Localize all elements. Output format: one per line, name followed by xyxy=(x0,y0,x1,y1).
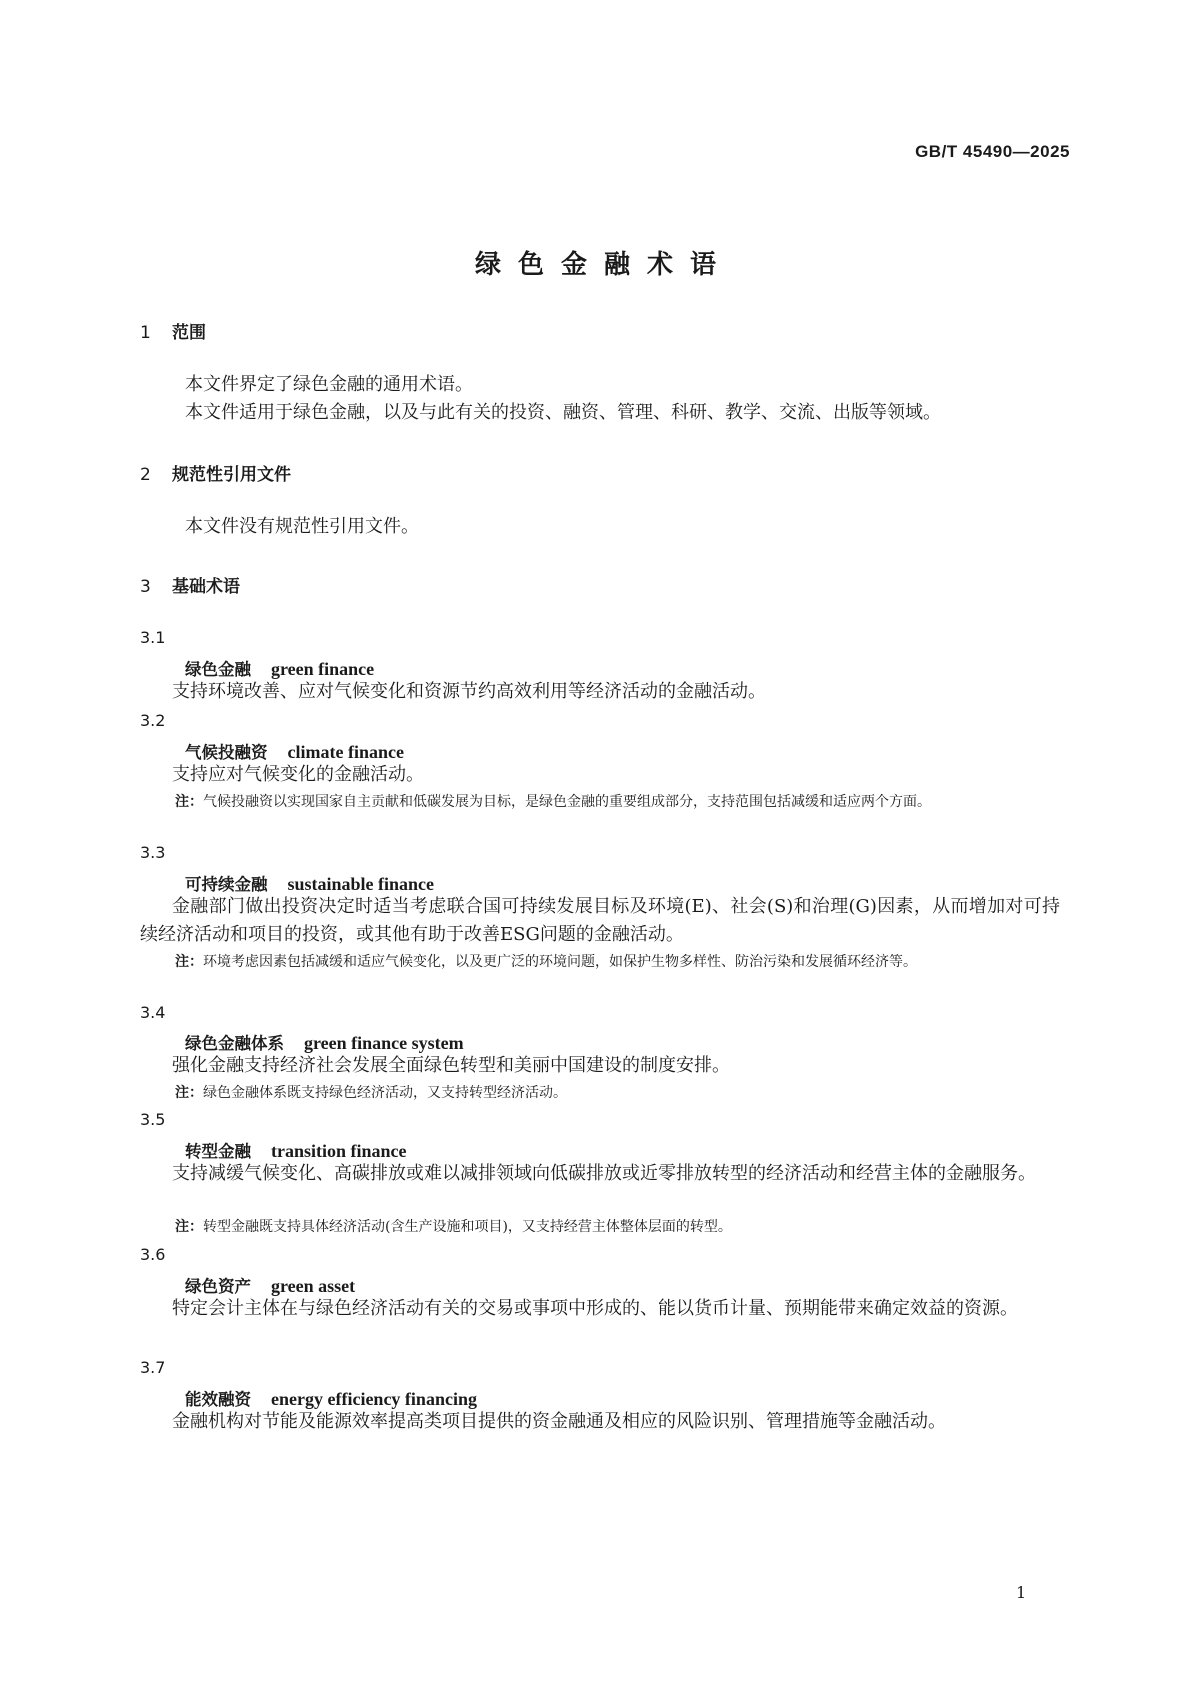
term-definition: 特定会计主体在与绿色经济活动有关的交易或事项中形成的、能以货币计量、预期能带来确定效益的资源。 xyxy=(172,1298,1018,1319)
note-label: 注： xyxy=(175,1219,203,1235)
term-note xyxy=(175,949,1060,975)
term-en: green finance system xyxy=(304,1033,464,1053)
term-note xyxy=(175,1080,1060,1106)
term-title xyxy=(185,1273,355,1297)
note-text: 环境考虑因素包括减缓和适应气候变化，以及更广泛的环境问题，如保护生物多样性、防治污染和发展循环经济等。 xyxy=(203,954,917,970)
term-number: 3.5 xyxy=(140,1110,166,1129)
term-definition: 金融机构对节能及能源效率提高类项目提供的资金融通及相应的风险识别、管理措施等金融活动。 xyxy=(172,1411,946,1432)
term-zh: 绿色金融体系 xyxy=(185,1034,284,1053)
term-title xyxy=(185,739,404,763)
term-en: green asset xyxy=(271,1276,356,1296)
section-heading-basic-terms xyxy=(140,572,240,597)
note-text: 绿色金融体系既支持绿色经济活动，又支持转型经济活动。 xyxy=(203,1085,567,1101)
term-number: 3.4 xyxy=(140,1003,166,1022)
term-definition: 支持减缓气候变化、高碳排放或难以减排领域向低碳排放或近零排放转型的经济活动和经营主体的金融服务。 xyxy=(172,1163,1036,1184)
page-number: 1 xyxy=(1016,1583,1027,1602)
term-en: transition finance xyxy=(271,1141,407,1161)
term-zh: 气候投融资 xyxy=(185,743,268,762)
term-zh: 转型金融 xyxy=(185,1142,251,1161)
term-title xyxy=(185,1030,464,1054)
note-label: 注： xyxy=(175,1085,203,1101)
section-heading-scope xyxy=(140,318,206,343)
term-zh: 可持续金融 xyxy=(185,875,268,894)
section-number: 3 xyxy=(140,577,151,597)
term-definition: 金融部门做出投资决定时适当考虑联合国可持续发展目标及环境(E)、社会(S)和治理(G)因素，从而增加对可持续经济活动和项目的投资，或其他有助于改善ESG问题的金融活动。 xyxy=(140,896,1060,945)
note-text: 转型金融既支持具体经济活动(含生产设施和项目)，又支持经营主体整体层面的转型。 xyxy=(203,1219,732,1235)
section-number: 2 xyxy=(140,465,151,485)
term-title xyxy=(185,871,434,895)
paragraph: 本文件没有规范性引用文件。 xyxy=(185,516,419,537)
note-text: 气候投融资以实现国家自主贡献和低碳发展为目标，是绿色金融的重要组成部分，支持范围包括减缓和适应两个方面。 xyxy=(203,794,931,810)
term-note xyxy=(175,789,1060,815)
term-zh: 能效融资 xyxy=(185,1390,251,1409)
section-title: 规范性引用文件 xyxy=(172,465,291,485)
term-zh: 绿色资产 xyxy=(185,1277,251,1296)
note-label: 注： xyxy=(175,794,203,810)
note-label: 注： xyxy=(175,954,203,970)
document-title: 绿色金融术语 xyxy=(474,250,733,280)
term-number: 3.2 xyxy=(140,711,166,730)
term-number: 3.6 xyxy=(140,1245,166,1264)
section-title: 范围 xyxy=(172,323,206,343)
section-number: 1 xyxy=(140,323,151,343)
section-heading-normative-references xyxy=(140,460,291,485)
term-en: energy efficiency financing xyxy=(271,1389,477,1409)
paragraph: 本文件适用于绿色金融，以及与此有关的投资、融资、管理、科研、教学、交流、出版等领域。 xyxy=(185,402,941,423)
section-title: 基础术语 xyxy=(172,577,240,597)
term-en: green finance xyxy=(271,659,375,679)
document-code: GB/T 45490—2025 xyxy=(915,142,1070,161)
term-number: 3.3 xyxy=(140,843,166,862)
term-number: 3.1 xyxy=(140,628,166,647)
term-en: sustainable finance xyxy=(287,874,435,894)
paragraph: 本文件界定了绿色金融的通用术语。 xyxy=(185,374,473,395)
term-definition: 支持应对气候变化的金融活动。 xyxy=(172,764,424,785)
term-zh: 绿色金融 xyxy=(185,660,251,679)
term-title xyxy=(185,1386,477,1410)
term-number: 3.7 xyxy=(140,1358,166,1377)
term-title xyxy=(185,656,374,680)
term-definition: 强化金融支持经济社会发展全面绿色转型和美丽中国建设的制度安排。 xyxy=(172,1055,730,1076)
term-title xyxy=(185,1138,407,1162)
term-definition: 支持环境改善、应对气候变化和资源节约高效利用等经济活动的金融活动。 xyxy=(172,681,766,702)
term-note xyxy=(175,1214,1060,1240)
term-en: climate finance xyxy=(287,742,404,762)
